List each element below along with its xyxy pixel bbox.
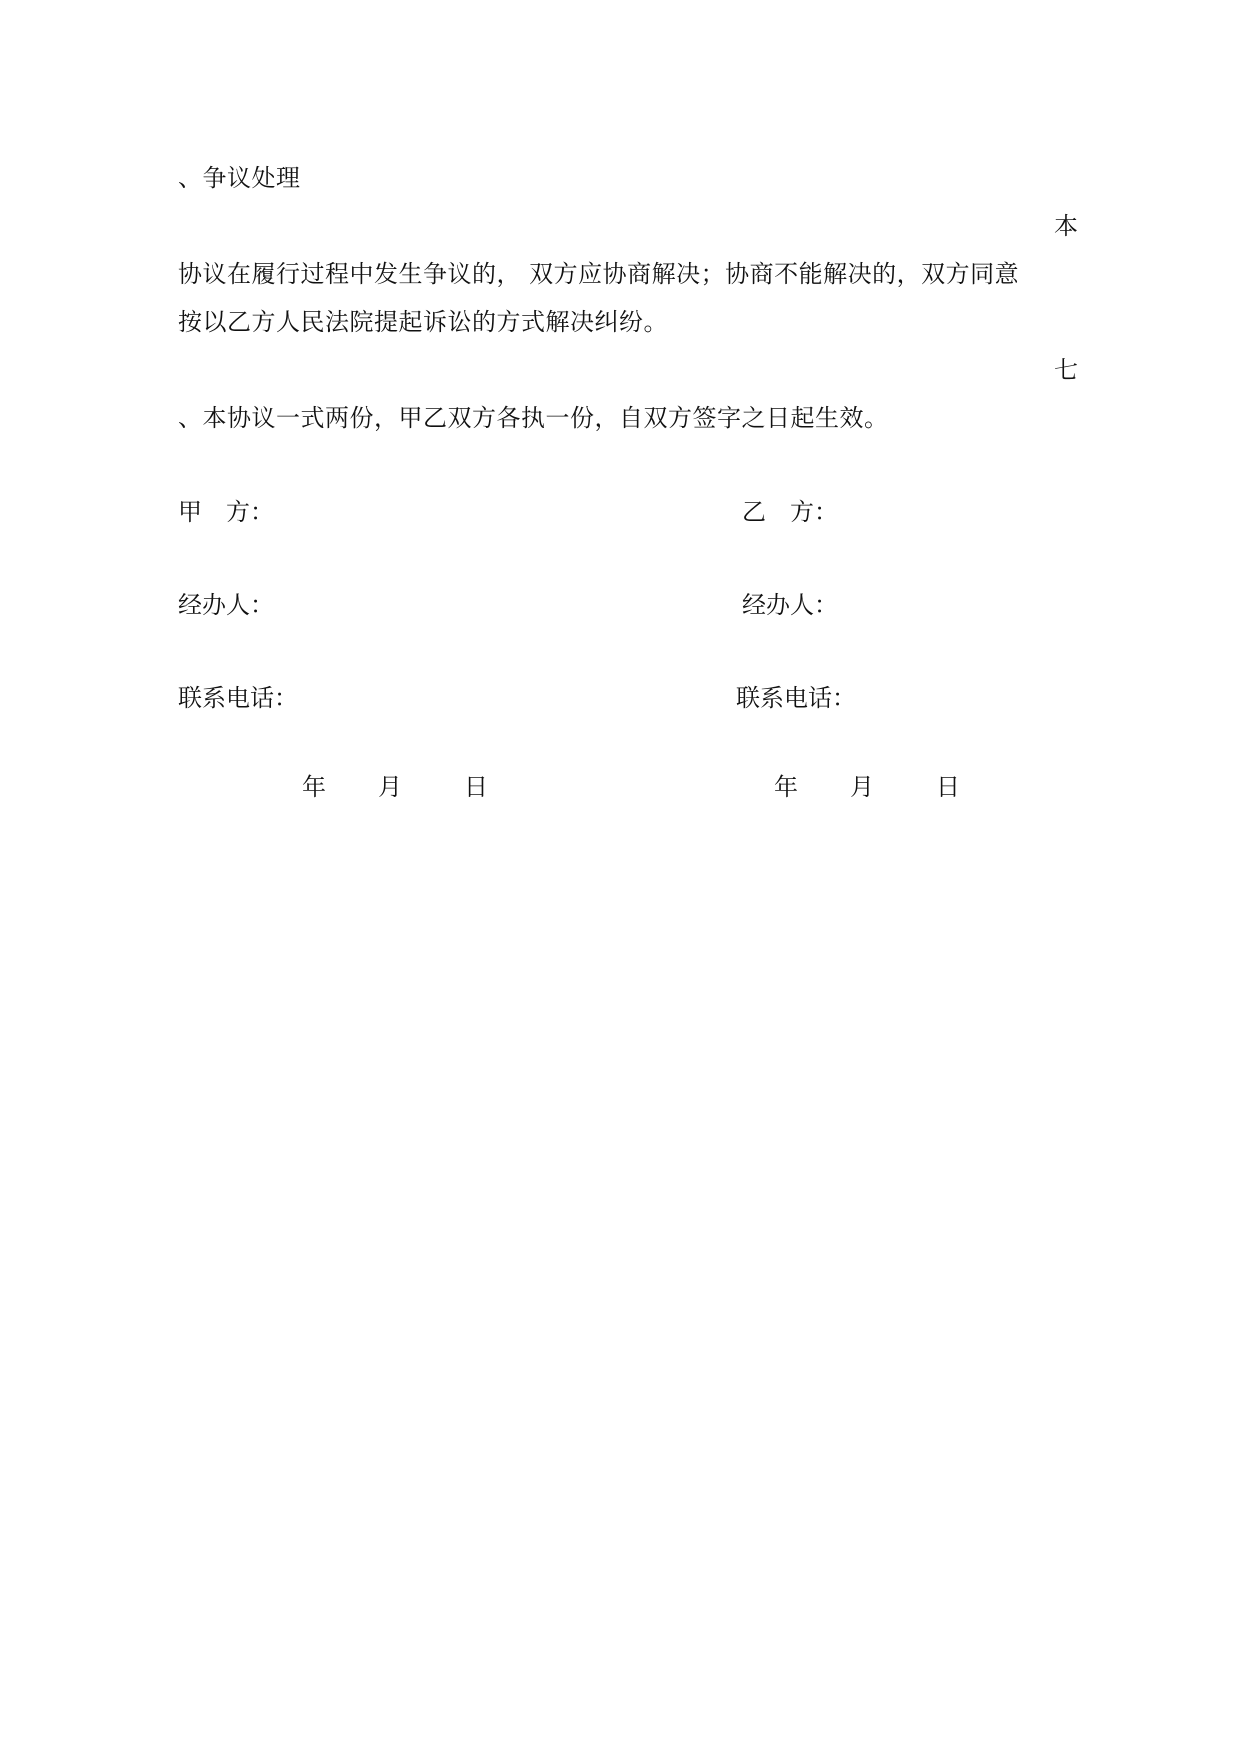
section-heading: 、争议处理 bbox=[178, 164, 301, 192]
agent-a-label: 经办人： bbox=[178, 591, 274, 619]
date-a-day: 日 bbox=[464, 773, 488, 801]
paragraph-line-2: 按以乙方人民法院提起诉讼的方式解决纠纷。 bbox=[178, 308, 668, 336]
paragraph-line-1: 协议在履行过程中发生争议的， 双方应协商解决；协商不能解决的，双方同意 bbox=[178, 260, 1020, 288]
party-a-label: 甲 方： bbox=[178, 498, 274, 526]
date-b-year: 年 bbox=[774, 773, 798, 801]
phone-a-label: 联系电话： bbox=[178, 684, 298, 712]
date-b-month: 月 bbox=[850, 773, 874, 801]
date-a-month: 月 bbox=[378, 773, 402, 801]
wrapped-char-qi: 七 bbox=[1054, 356, 1079, 384]
paragraph-line-3: 、本协议一式两份，甲乙双方各执一份，自双方签字之日起生效。 bbox=[178, 404, 889, 432]
phone-b-label: 联系电话： bbox=[736, 684, 856, 712]
agent-b-label: 经办人： bbox=[742, 591, 838, 619]
wrapped-char-ben: 本 bbox=[1054, 212, 1079, 240]
date-a-year: 年 bbox=[302, 773, 326, 801]
date-b-day: 日 bbox=[936, 773, 960, 801]
party-b-label: 乙 方： bbox=[742, 498, 838, 526]
